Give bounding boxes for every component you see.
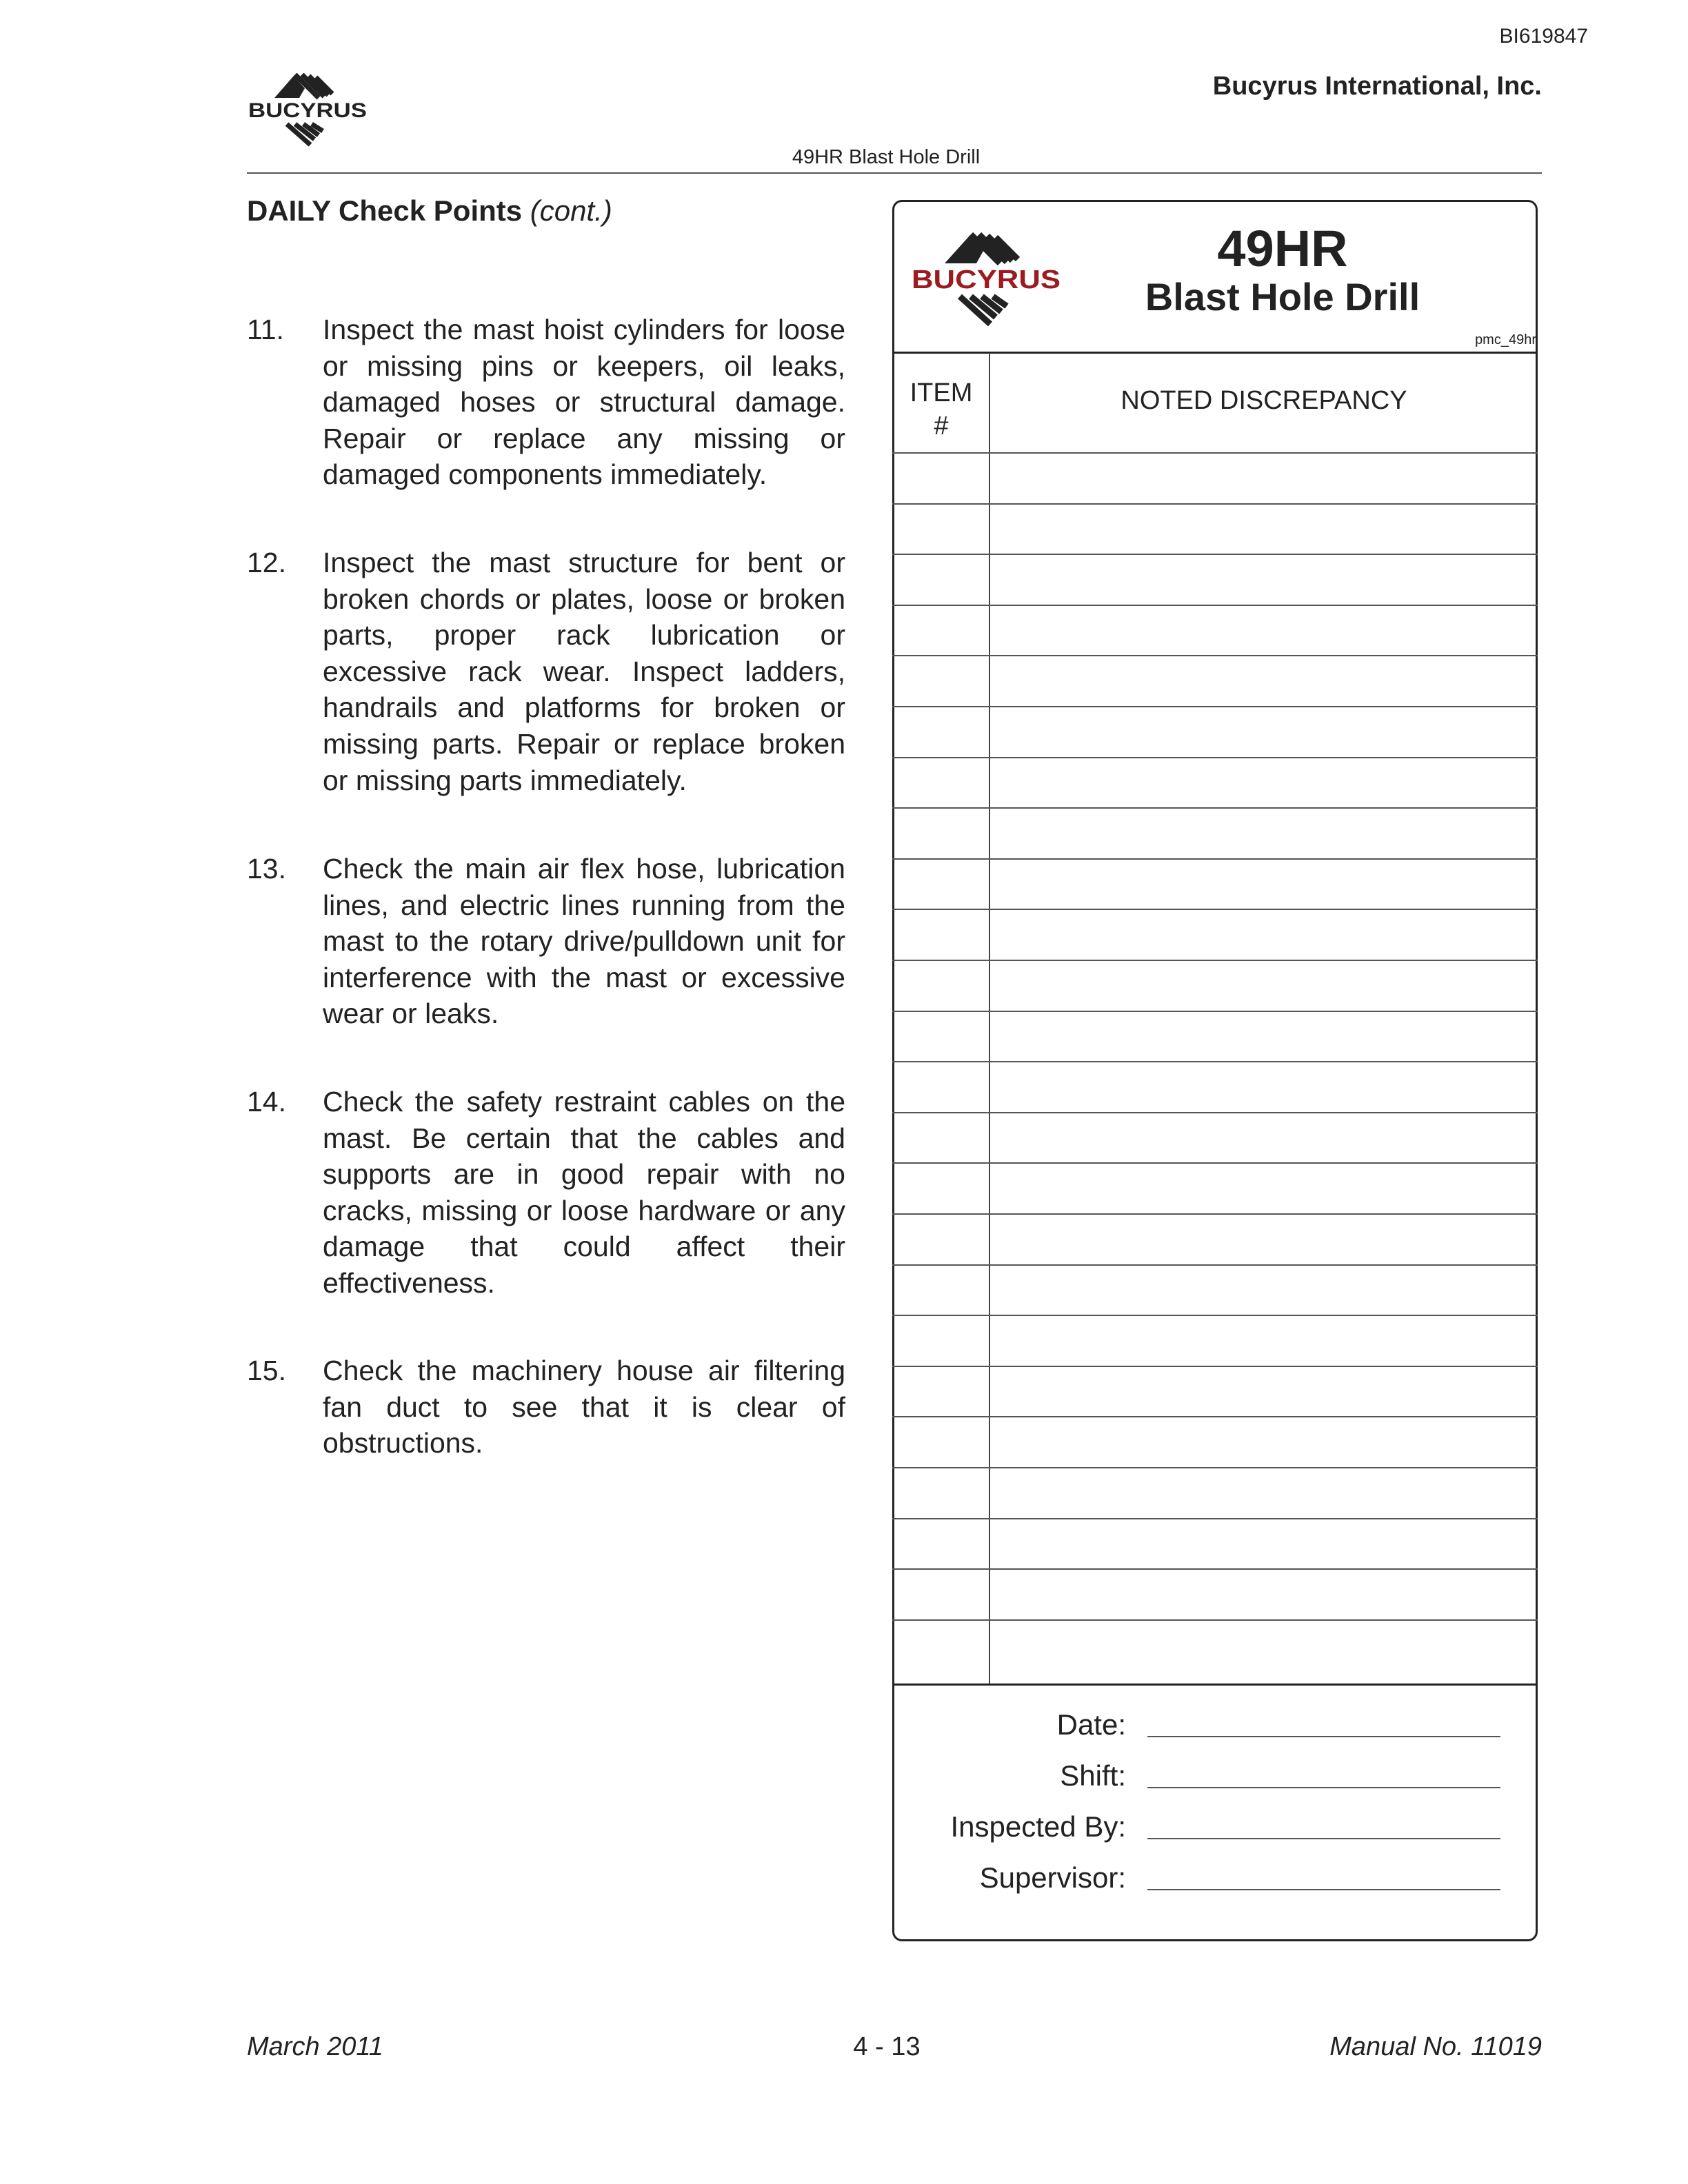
supervisor-label: Supervisor: — [979, 1861, 1126, 1894]
footer-date: March 2011 — [247, 2032, 383, 2061]
table-row — [892, 1518, 1538, 1519]
check-item — [247, 1084, 845, 1302]
table-row — [892, 1366, 1538, 1367]
table-row — [892, 655, 1538, 656]
table-row — [892, 757, 1538, 758]
inspected-by-label: Inspected By: — [950, 1810, 1126, 1843]
svg-text:BUCYRUS: BUCYRUS — [912, 265, 1061, 294]
check-item — [247, 312, 845, 493]
table-row — [892, 1162, 1538, 1164]
table-row — [892, 960, 1538, 961]
shift-label: Shift: — [1060, 1759, 1126, 1792]
table-row — [892, 1061, 1538, 1062]
item-number: 14. — [247, 1086, 286, 1118]
column-divider — [989, 353, 990, 1685]
section-heading — [247, 194, 612, 228]
item-text: Inspect the mast structure for bent or broken chords or plates, loose or broken parts, proper rack lubrication or excessive rack wear. Inspect ladders, handrails and platforms for broken or missing parts. Repair or replace broken or missing parts immediately. — [323, 547, 845, 796]
section-title: DAILY Check Points — [247, 194, 523, 227]
item-number: 11. — [247, 314, 284, 345]
table-row — [892, 858, 1538, 860]
item-number: 13. — [247, 853, 286, 884]
item-text: Inspect the mast hoist cylinders for loose or missing pins or keepers, oil leaks, damaged hoses or structural damage. Repair or replace any missing or damaged components immediately. — [323, 314, 845, 491]
column-header-discrepancy: NOTED DISCREPANCY — [1121, 386, 1407, 415]
shift-field[interactable] — [1147, 1787, 1500, 1788]
header-subtitle: 49HR Blast Hole Drill — [792, 146, 981, 168]
table-row — [892, 1264, 1538, 1266]
section-title-suffix: (cont.) — [530, 194, 612, 227]
table-row — [892, 1568, 1538, 1570]
date-label: Date: — [1056, 1708, 1126, 1741]
table-row — [892, 706, 1538, 707]
form-divider — [892, 1684, 1538, 1686]
item-text: Check the safety restraint cables on the mast. Be certain that the cables and supports are in good repair with no cracks, missing or loose hardware or any damage that could affect their effectiveness. — [323, 1086, 845, 1299]
check-item — [247, 851, 845, 1032]
date-field[interactable] — [1147, 1736, 1500, 1737]
card-reference: pmc_49hr — [1475, 332, 1536, 347]
check-item — [247, 545, 845, 798]
page-number: 4 - 13 — [853, 2032, 921, 2061]
svg-text:BUCYRUS: BUCYRUS — [248, 99, 367, 122]
table-row — [892, 1416, 1538, 1417]
manual-number: Manual No. 11019 — [1329, 2032, 1542, 2061]
table-row — [892, 1619, 1538, 1621]
item-text: Check the main air flex hose, lubrication lines, and electric lines running from the mast to the rotary drive/pulldown unit for interference with the mast or excessive wear or leaks. — [323, 853, 845, 1030]
bucyrus-card-logo — [910, 232, 1063, 328]
item-number: 12. — [247, 547, 286, 578]
card-model: 49HR — [1217, 220, 1348, 277]
table-row — [892, 1213, 1538, 1215]
table-row — [892, 807, 1538, 809]
table-row — [892, 503, 1538, 505]
table-row — [892, 452, 1538, 454]
check-item — [247, 1353, 845, 1462]
inspected-by-field[interactable] — [1147, 1838, 1500, 1839]
table-row — [892, 1011, 1538, 1012]
company-name: Bucyrus International, Inc. — [1212, 72, 1542, 101]
table-row — [892, 605, 1538, 606]
item-number: 15. — [247, 1355, 286, 1386]
table-row — [892, 1467, 1538, 1468]
bucyrus-logo — [247, 73, 368, 149]
table-row — [892, 1315, 1538, 1316]
table-row — [892, 554, 1538, 555]
item-text: Check the machinery house air filtering fan duct to see that it is clear of obstructions. — [323, 1355, 845, 1459]
document-id: BI619847 — [1499, 25, 1588, 48]
card-title: Blast Hole Drill — [1145, 275, 1420, 318]
supervisor-field[interactable] — [1147, 1889, 1500, 1890]
table-row — [892, 1112, 1538, 1113]
header-divider — [247, 172, 1542, 174]
column-header-item: ITEM # — [910, 378, 973, 441]
table-row — [892, 909, 1538, 910]
